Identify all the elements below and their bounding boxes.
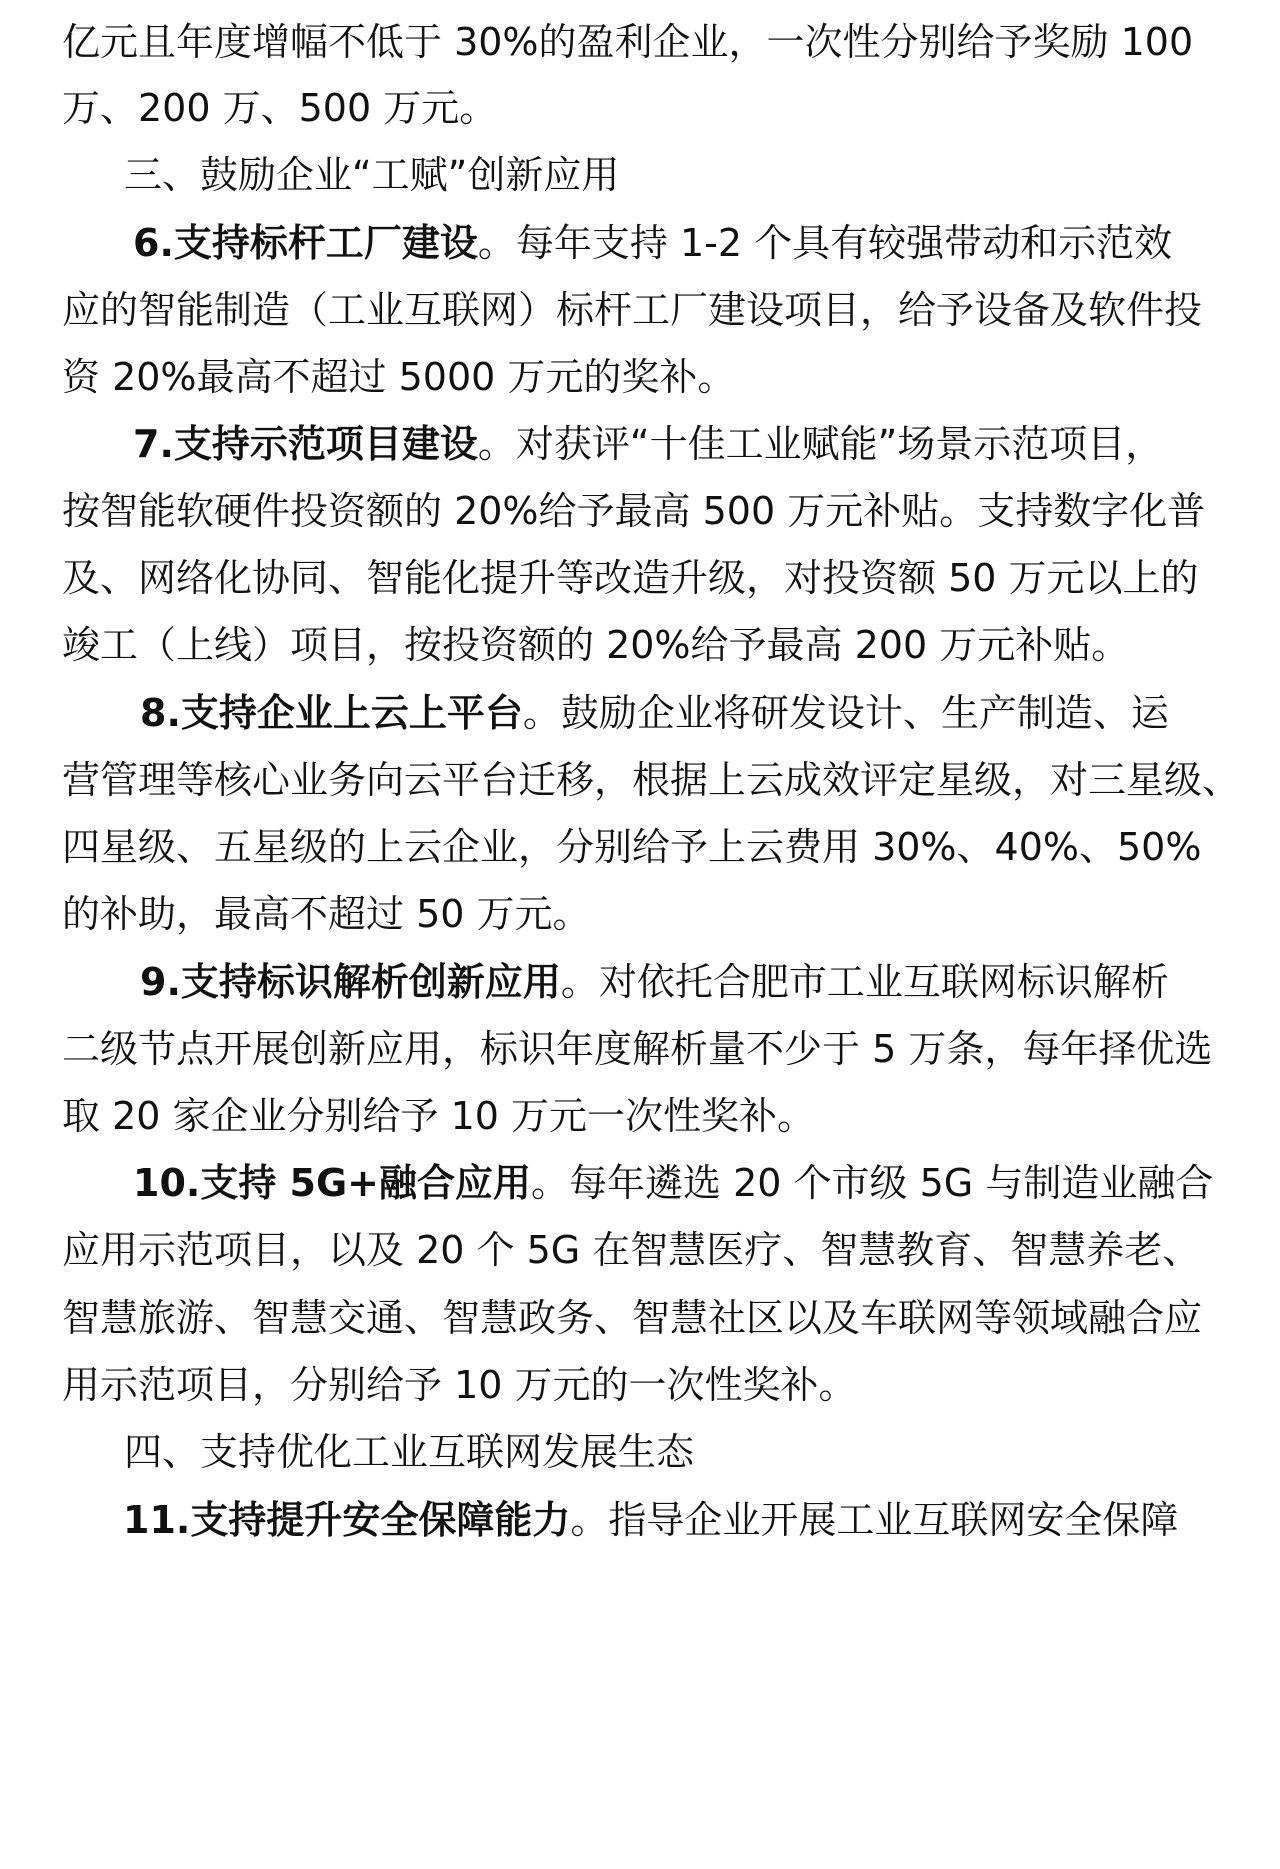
text-line <box>0 1480 1280 1560</box>
item-text: 。指导企业开展工业互联网安全保障 <box>570 1498 1179 1542</box>
paragraph-text: 的补助，最高不超过 50 万元。 <box>62 892 591 936</box>
item-heading: 8.支持企业上云上平台 <box>140 691 523 735</box>
item-heading: 7.支持示范项目建设 <box>133 422 478 466</box>
paragraph-text: 亿元且年度增幅不低于 30%的盈利企业，一次性分别给予奖励 100 <box>62 20 1194 64</box>
item-text: 。对获评“十佳工业赋能”场景示范项目， <box>477 422 1164 466</box>
paragraph-text: 智慧旅游、智慧交通、智慧政务、智慧社区以及车联网等领域融合应 <box>62 1296 1203 1340</box>
paragraph-text: 用示范项目，分别给予 10 万元的一次性奖补。 <box>62 1363 857 1407</box>
item-text: 。鼓励企业将研发设计、生产制造、运 <box>522 691 1169 735</box>
paragraph-text: 应用示范项目，以及 20 个 5G 在智慧医疗、智慧教育、智慧养老、 <box>62 1228 1201 1272</box>
section-heading-text: 四、支持优化工业互联网发展生态 <box>124 1430 695 1474</box>
item-heading: 6.支持标杆工厂建设 <box>133 221 478 265</box>
paragraph-text <box>123 1480 1179 1560</box>
paragraph-text: 资 20%最高不超过 5000 万元的奖补。 <box>62 355 736 399</box>
paragraph-text: 四星级、五星级的上云企业，分别给予上云费用 30%、40%、50% <box>62 825 1202 869</box>
paragraph-text: 竣工（上线）项目，按投资额的 20%给予最高 200 万元补贴。 <box>62 623 1130 667</box>
section-heading-text: 三、鼓励企业“工赋”创新应用 <box>124 153 620 197</box>
item-heading: 10.支持 5G+融合应用 <box>133 1161 532 1205</box>
paragraph-text: 万、200 万、500 万元。 <box>62 86 498 130</box>
paragraph-text: 营管理等核心业务向云平台迁移，根据上云成效评定星级，对三星级、 <box>62 758 1241 802</box>
item-text: 。对依托合肥市工业互联网标识解析 <box>560 960 1169 1004</box>
item-text: 。每年支持 1-2 个具有较强带动和示范效 <box>477 221 1173 265</box>
paragraph-text: 二级节点开展创新应用，标识年度解析量不少于 5 万条，每年择优选 <box>62 1027 1213 1071</box>
item-text: 。每年遴选 20 个市级 5G 与制造业融合 <box>531 1161 1214 1205</box>
item-heading: 11.支持提升安全保障能力 <box>123 1498 571 1542</box>
paragraph-text: 取 20 家企业分别给予 10 万元一次性奖补。 <box>62 1094 816 1138</box>
paragraph-text: 应的智能制造（工业互联网）标杆工厂建设项目，给予设备及软件投 <box>62 288 1203 332</box>
paragraph-text: 按智能软硬件投资额的 20%给予最高 500 万元补贴。支持数字化普 <box>62 489 1206 533</box>
item-heading: 9.支持标识解析创新应用 <box>140 960 561 1004</box>
paragraph-text: 及、网络化协同、智能化提升等改造升级，对投资额 50 万元以上的 <box>62 556 1199 600</box>
